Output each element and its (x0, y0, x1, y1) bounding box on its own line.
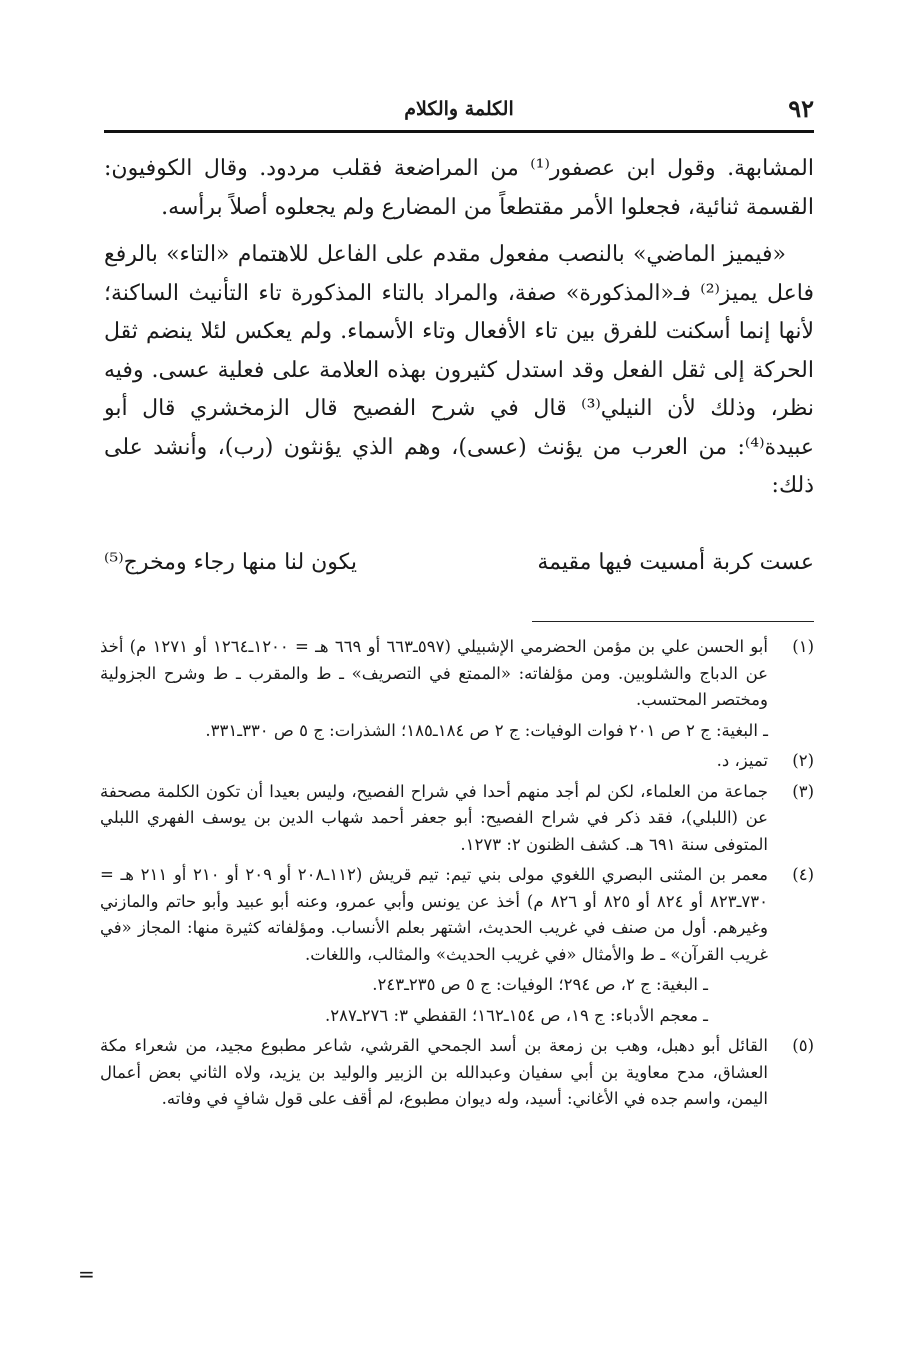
footnote-number: (٤) (792, 865, 814, 884)
footnote-4 (100, 862, 814, 1029)
footnote-number: (٢) (792, 751, 814, 770)
footnote-source: ـ البغية: ج ٢، ص ٢٩٤؛ الوفيات: ج ٥ ص ٢٣٥ـ٢٤٣. (372, 975, 708, 994)
paragraph-2: «فيميز الماضي» بالنصب مفعول مقدم على الفاعل للاهتمام «التاء» بالرفع فاعل يميز⁽²⁾ فـ«المذكورة» صفة، والمراد بالتاء المذكورة تاء التأنيث الساكنة؛ لأنها إنما أسكنت للفرق بين تاء الأفعال وتاء الأسماء. ولم يعكس لئلا ينضم ثقل الحركة إلى ثقل الفعل وقد استدل كثيرون بهذه العلامة على فعلية عسى. وفيه نظر، وذلك لأن النيلي⁽³⁾ قال في شرح الفصيح قال الزمخشري قال أبو عبيدة⁽⁴⁾: من العرب من يؤنث (عسى)، وهم الذي يؤنثون (رب)، وأنشد على ذلك: (104, 242, 815, 498)
footnote-source: ـ معجم الأدباء: ج ١٩، ص ١٥٤ـ١٦٢؛ القفطي ٣: ٢٧٦ـ٢٨٧. (324, 1005, 708, 1025)
page-number: ٩٢ (788, 94, 814, 123)
verse-second-hemistich: يكون لنا منها رجاء ومخرج⁽⁵⁾ (104, 550, 357, 575)
header-rule (104, 130, 814, 133)
footnote-rule (532, 621, 814, 622)
footnote-text: أبو الحسن علي بن مؤمن الحضرمي الإشبيلي (٥٩٧ـ٦٦٣ أو ٦٦٩ هـ = ١٢٠٠ـ١٢٦٤ أو ١٢٧١ م) أخذ عن الدباج والشلوبين. ومن مؤلفاته: «الممتع في التصريف» ـ ط والمقرب ـ ط وشرح الجزولية ومختصر المحتسب. (100, 637, 768, 709)
page-header (104, 92, 814, 130)
footnote-text: معمر بن المثنى البصري اللغوي مولى بني تيم: تيم قريش (١١٢ـ٢٠٨ أو ٢٠٩ أو ٢١٠ أو ٢١١ هـ = ٧٣٠ـ٨٢٣ أو ٨٢٤ أو ٨٢٥ أو ٨٢٦ م) أخذ عن يونس وأبي عمرو، وعنه أبو عبيد وأبو حاتم والمازني وغيرهم. أول من صنف في غريب الحديث، اشتهر بعلم الأنساب. ومؤلفاته كثيرة منها: المجاز «في غريب القرآن» ـ ط والأمثال «في غريب الحديث» والمثالب، واللغات. (100, 865, 769, 964)
verse-first-hemistich: عست كربة أمسيت فيها مقيمة (537, 550, 814, 575)
footnote-text: القائل أبو دهبل، وهب بن زمعة بن أسد الجمحي القرشي، شاعر مطبوع مجيد، من شعراء مكة العشاق، مدح معاوية بن أبي سفيان وعبدالله بن الزبير والوليد بن يزيد، ولاه الثاني بعض أعمال اليمن، واسم جده في الأغاني: أسيد، وله ديوان مطبوع، لم أقف على قول شافٍ في وفاته. (100, 1036, 768, 1108)
footnote-number: (٣) (792, 781, 814, 801)
footnote-number: (١) (792, 637, 814, 656)
footnote-text: تميز، د. (716, 751, 768, 770)
footnote-5 (100, 1033, 814, 1113)
footnote-source: ـ البغية: ج ٢ ص ٢٠١ فوات الوفيات: ج ٢ ص ١٨٤ـ١٨٥؛ الشذرات: ج ٥ ص ٣٣٠ـ٣٣١. (205, 720, 768, 740)
running-title: الكلمة والكلام (404, 98, 514, 120)
paragraph-1: المشابهة. وقول ابن عصفور⁽¹⁾ من المراضعة فقلب مردود. وقال الكوفيون: القسمة ثنائية، فجعلوا الأمر مقتطعاً من المضارع ولم يجعلوه أصلاً برأسه. (104, 156, 814, 220)
footnote-3 (100, 779, 814, 859)
continuation-mark: = (78, 1262, 95, 1286)
footnote-2 (100, 748, 814, 775)
main-text (104, 150, 814, 506)
footnotes (100, 634, 814, 1113)
footnote-number: (٥) (792, 1036, 814, 1055)
footnote-1 (100, 634, 814, 744)
footnote-text: جماعة من العلماء، لكن لم أجد منهم أحدا في شراح الفصيح، وليس بعيدا أن تكون الكلمة مصحفة عن (اللبلي)، فقد ذكر في شراح الفصيح: أبو جعفر أحمد شهاب الدين بن يوسف الفهري اللبلي المتوفى سنة ٦٩١ هـ. كشف الظنون ٢: ١٢٧٣. (100, 781, 768, 854)
